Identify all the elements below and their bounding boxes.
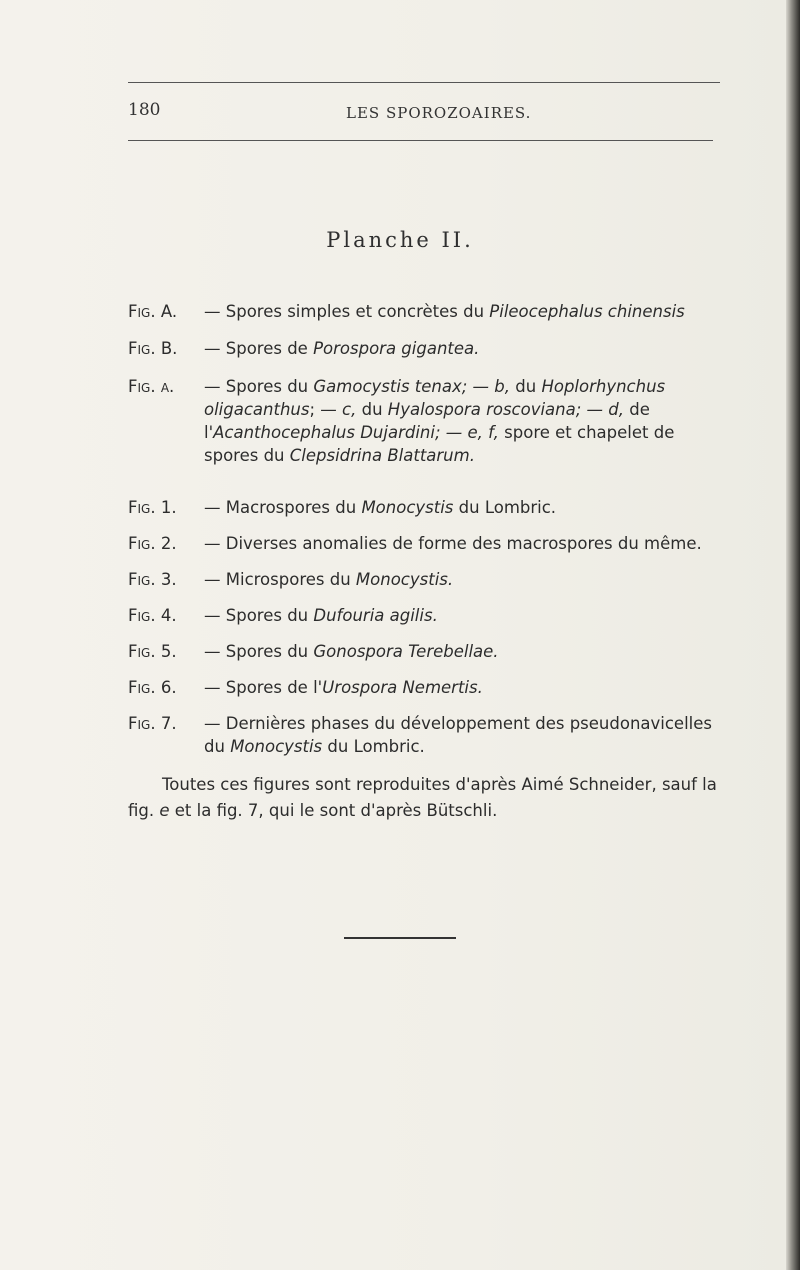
figure-caption-b-upper <box>128 337 728 360</box>
italic-text: Clepsidrina Blattarum. <box>289 446 475 465</box>
figure-text <box>204 496 728 519</box>
source-note <box>128 772 738 824</box>
italic-text: Monocystis <box>361 498 454 517</box>
figure-text <box>204 375 728 467</box>
figure-text <box>204 300 728 323</box>
text-run: du <box>510 377 542 396</box>
figure-label: Fig. 5. <box>128 642 177 661</box>
italic-text: Gamocystis tenax; — b, <box>313 377 511 396</box>
figure-label: Fig. a. <box>128 377 175 396</box>
text-run: — Spores du <box>204 606 314 625</box>
figure-caption-1 <box>128 496 728 519</box>
figure-label: Fig. B. <box>128 339 178 358</box>
italic-text: Monocystis. <box>355 570 454 589</box>
figure-caption-5 <box>128 640 728 663</box>
figure-label: Fig. 1. <box>128 498 177 517</box>
plate-title: Planche II. <box>326 228 474 252</box>
figure-label: Fig. 7. <box>128 714 177 733</box>
italic-text: e <box>159 801 170 820</box>
text-run: — Spores du <box>204 642 314 661</box>
figure-caption-3 <box>128 568 728 591</box>
figure-caption-2 <box>128 532 728 555</box>
text-run: — Spores du <box>204 377 314 396</box>
figure-text <box>204 604 728 627</box>
text-run: — Spores de l' <box>204 678 323 697</box>
text-run: Toutes ces figures sont reproduites d'après Aimé Schneider, sauf la fig. <box>128 775 717 820</box>
figure-label: Fig. 4. <box>128 606 177 625</box>
italic-text: Gonospora Terebellae. <box>313 642 499 661</box>
figure-text <box>204 532 728 555</box>
text-run: — Macrospores du <box>204 498 362 517</box>
text-run: — Spores de <box>204 339 314 358</box>
italic-text: Acanthocephalus Dujardini; — e, f, <box>213 423 499 442</box>
italic-text: Hoplorhynchus oligacanthus <box>204 377 666 419</box>
text-run: spore et chapelet de spores du <box>204 423 675 465</box>
text-run: du Lombric. <box>322 737 425 756</box>
figure-label: Fig. 6. <box>128 678 177 697</box>
italic-text: Pileocephalus chinensis <box>489 302 685 321</box>
figure-label: Fig. A. <box>128 302 178 321</box>
end-rule <box>344 937 456 939</box>
text-run: — Spores simples et concrètes du <box>204 302 490 321</box>
text-run: — Diverses anomalies de forme des macrospores du même. <box>204 534 702 553</box>
text-run: du Lombric. <box>453 498 557 517</box>
header-rule-top <box>128 82 720 83</box>
text-run: et la fig. 7, qui le sont d'après Bütschli. <box>169 801 498 820</box>
italic-text: Urospora Nemertis. <box>322 678 483 697</box>
figure-text <box>204 640 728 663</box>
figure-caption-7 <box>128 712 728 758</box>
italic-text: c, <box>342 400 357 419</box>
text-run: de l' <box>204 400 650 442</box>
figure-caption-a-upper <box>128 300 728 323</box>
figure-text <box>204 676 728 699</box>
figure-caption-a-lower <box>128 375 728 467</box>
figure-caption-6 <box>128 676 728 699</box>
italic-text: Porospora gigantea. <box>313 339 480 358</box>
figure-text <box>204 568 728 591</box>
text-run: du <box>356 400 388 419</box>
header-rule-bottom <box>128 140 713 141</box>
figure-text <box>204 337 728 360</box>
text-run: — Microspores du <box>204 570 356 589</box>
page-number: 180 <box>128 100 161 120</box>
figure-text <box>204 712 728 758</box>
running-title: LES SPOROZOAIRES. <box>346 104 532 122</box>
italic-text: Monocystis <box>230 737 323 756</box>
figure-caption-4 <box>128 604 728 627</box>
text-run: — Dernières phases du développement des pseudonavicelles du <box>204 714 712 756</box>
page-edge-shadow <box>786 0 800 1270</box>
figure-label: Fig. 2. <box>128 534 177 553</box>
figure-label: Fig. 3. <box>128 570 177 589</box>
italic-text: Hyalospora roscoviana; — d, <box>387 400 625 419</box>
italic-text: Dufouria agilis. <box>313 606 438 625</box>
text-run: ; — <box>309 400 343 419</box>
source-note-text <box>128 772 738 824</box>
